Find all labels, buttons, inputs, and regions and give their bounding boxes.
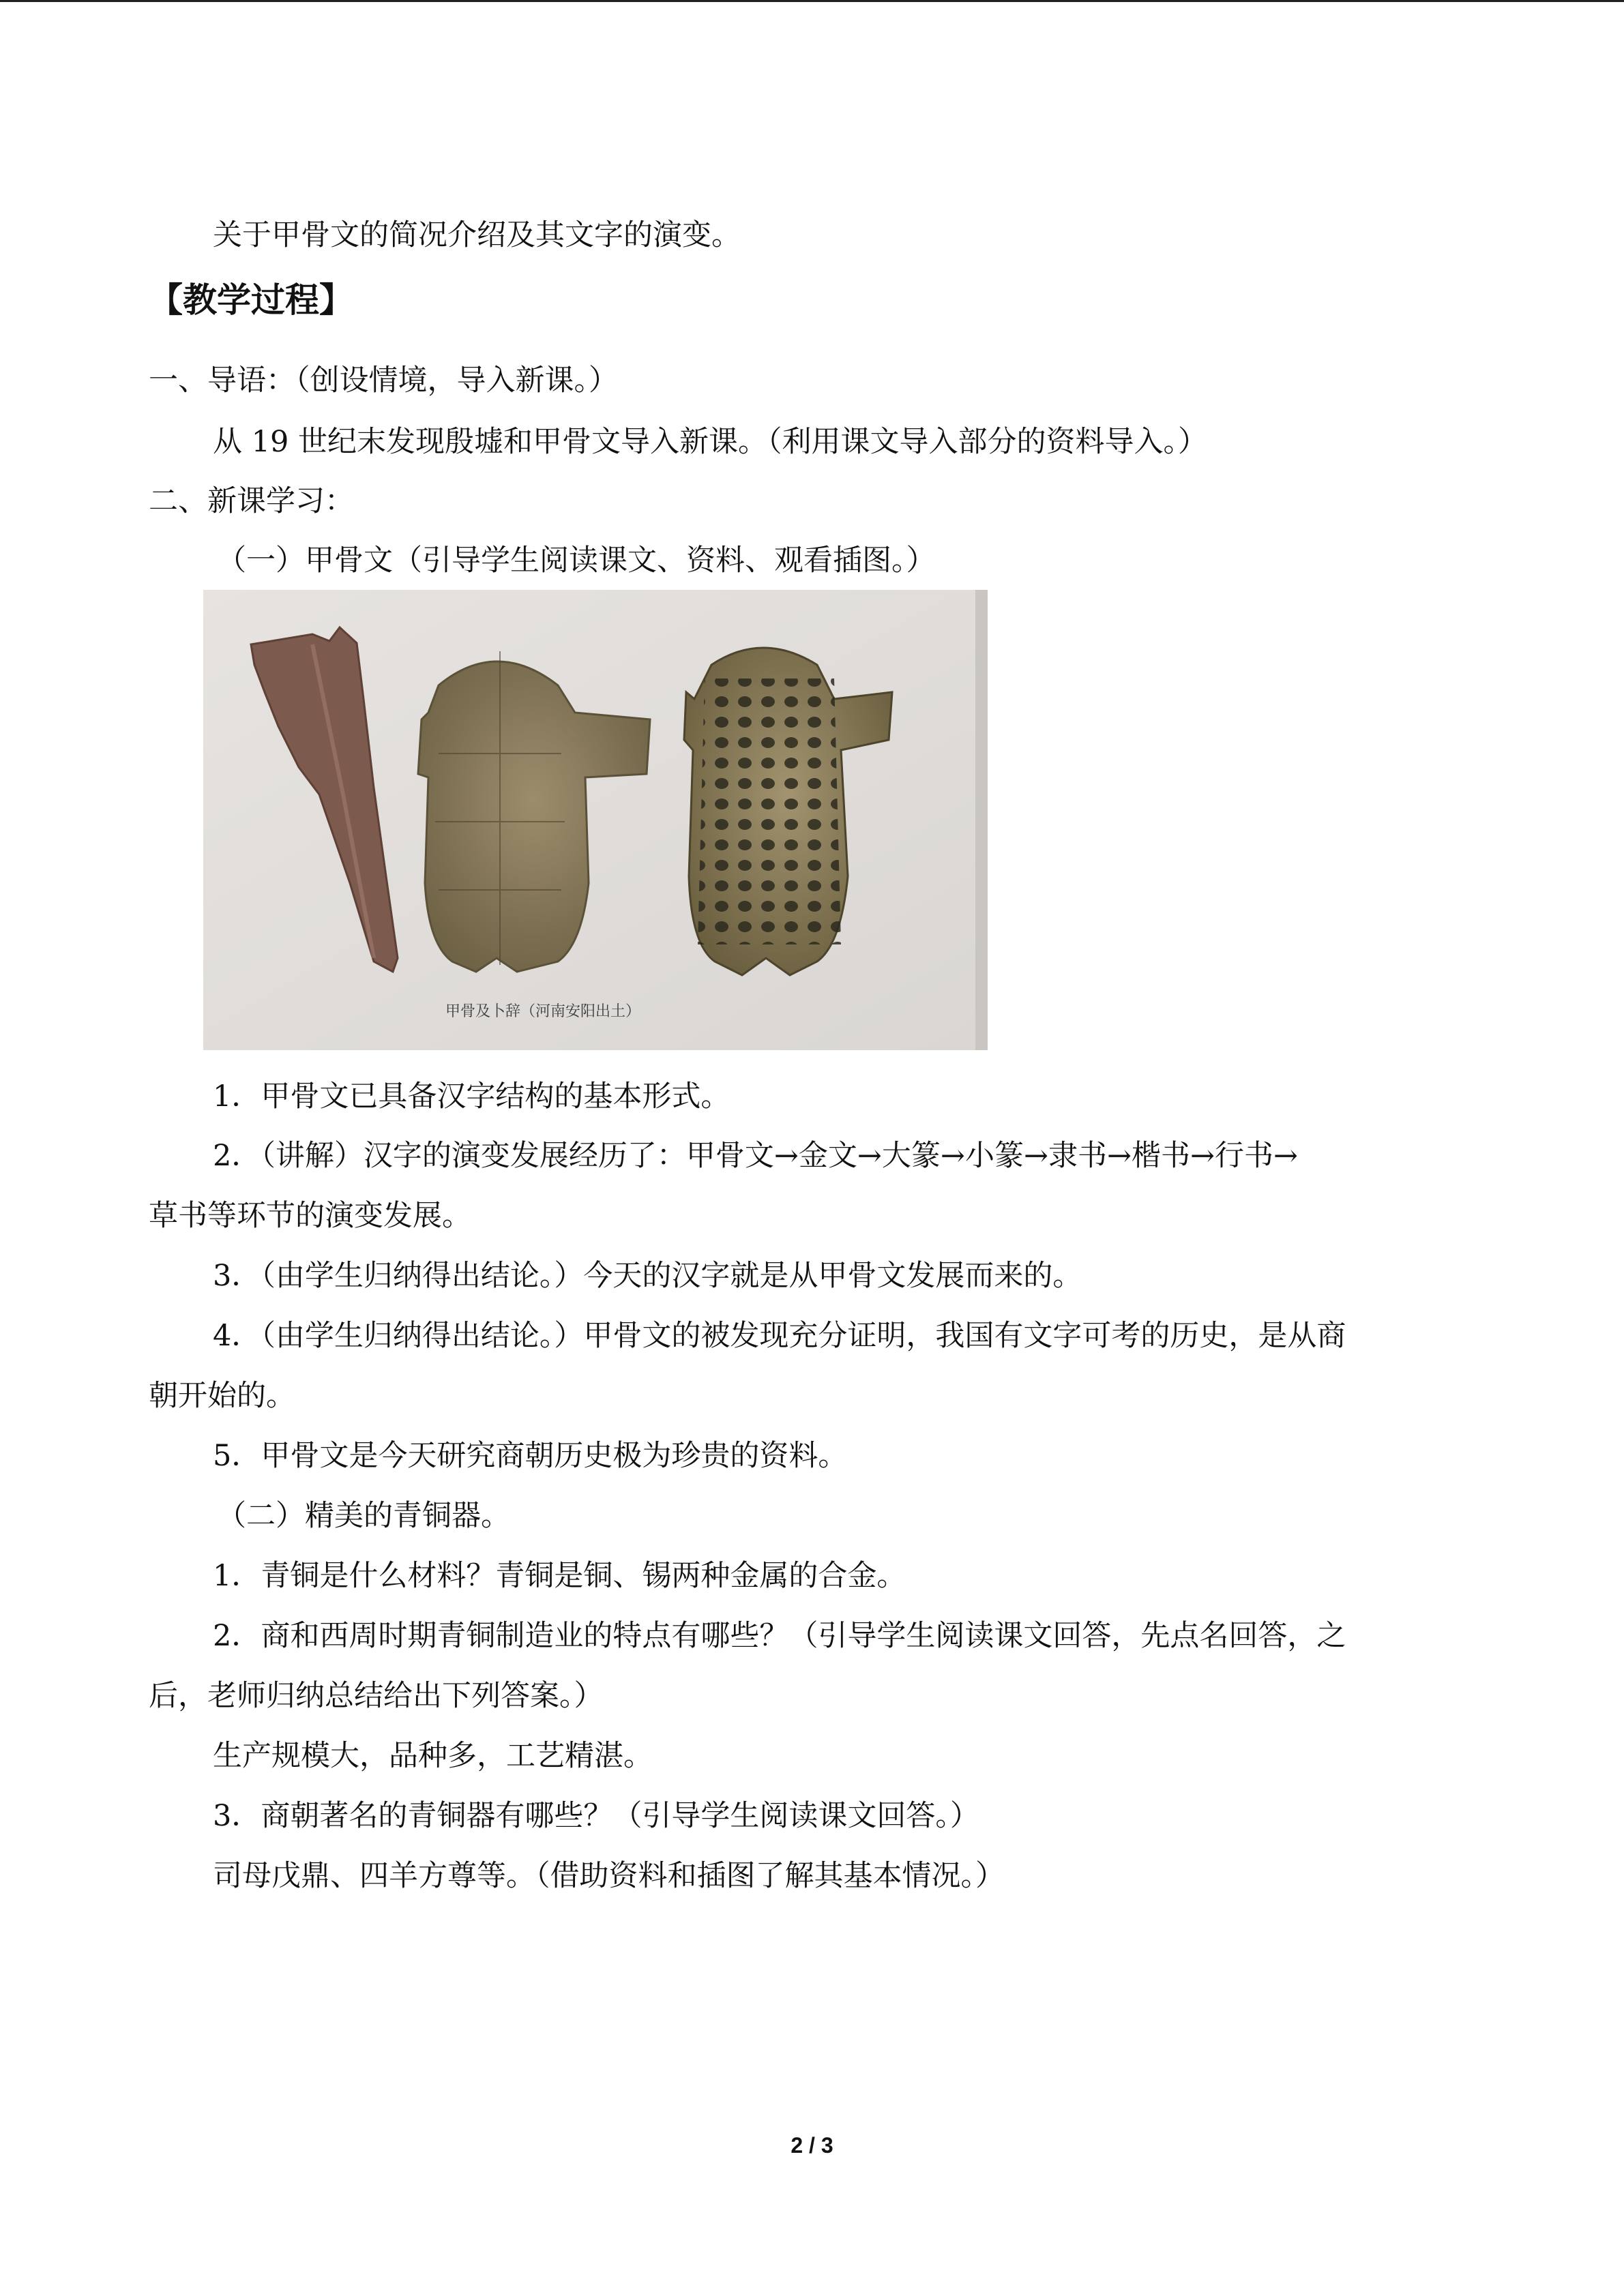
part1-title: 一、导语：（创设情境，导入新课。）: [149, 363, 618, 398]
item1-2-cont: 草书等环节的演变发展。: [149, 1199, 471, 1233]
item1-4-cont: 朝开始的。: [149, 1379, 295, 1413]
item1-3: 3．（由学生归纳得出结论。）今天的汉字就是从甲骨文发展而来的。: [213, 1259, 1082, 1293]
sub2-title: （二）精美的青铜器。: [217, 1499, 510, 1533]
item2-3: 3．商朝著名的青铜器有哪些？（引导学生阅读课文回答。）: [213, 1799, 979, 1833]
part1-text: 从 19 世纪末发现殷墟和甲骨文导入新课。（利用课文导入部分的资料导入。）: [213, 425, 1208, 459]
item1-5: 5．甲骨文是今天研究商朝历史极为珍贵的资料。: [213, 1439, 848, 1473]
item1-4: 4．（由学生归纳得出结论。）甲骨文的被发现充分证明，我国有文字可考的历史，是从商: [213, 1319, 1346, 1353]
figure-caption: 甲骨及卜辞（河南安阳出土）: [445, 1003, 641, 1020]
item2-2: 2．商和西周时期青铜制造业的特点有哪些？（引导学生阅读课文回答，先点名回答，之: [213, 1619, 1346, 1653]
item1-1: 1．甲骨文已具备汉字结构的基本形式。: [213, 1079, 730, 1114]
item1-2: 2．（讲解）汉字的演变发展经历了：甲骨文→金文→大篆→小篆→隶书→楷书→行书→: [213, 1139, 1299, 1173]
part2-title: 二、新课学习：: [149, 484, 354, 518]
sub1-title: （一）甲骨文（引导学生阅读课文、资料、观看插图。）: [217, 543, 936, 578]
item2-answer: 生产规模大，品种多，工艺精湛。: [213, 1739, 653, 1773]
section-heading: 【教学过程】: [149, 280, 353, 320]
intro-line: 关于甲骨文的简况介绍及其文字的演变。: [213, 218, 741, 252]
item2-1: 1．青铜是什么材料？青铜是铜、锡两种金属的合金。: [213, 1559, 906, 1593]
page-number: 2 / 3: [791, 2133, 833, 2158]
item2-2-cont: 后，老师归纳总结给出下列答案。）: [149, 1679, 604, 1713]
oracle-bone-photo: [203, 590, 988, 1050]
item2-3-answer: 司母戊鼎、四羊方尊等。（借助资料和插图了解其基本情况。）: [213, 1859, 1005, 1893]
top-border: [0, 0, 1624, 2]
